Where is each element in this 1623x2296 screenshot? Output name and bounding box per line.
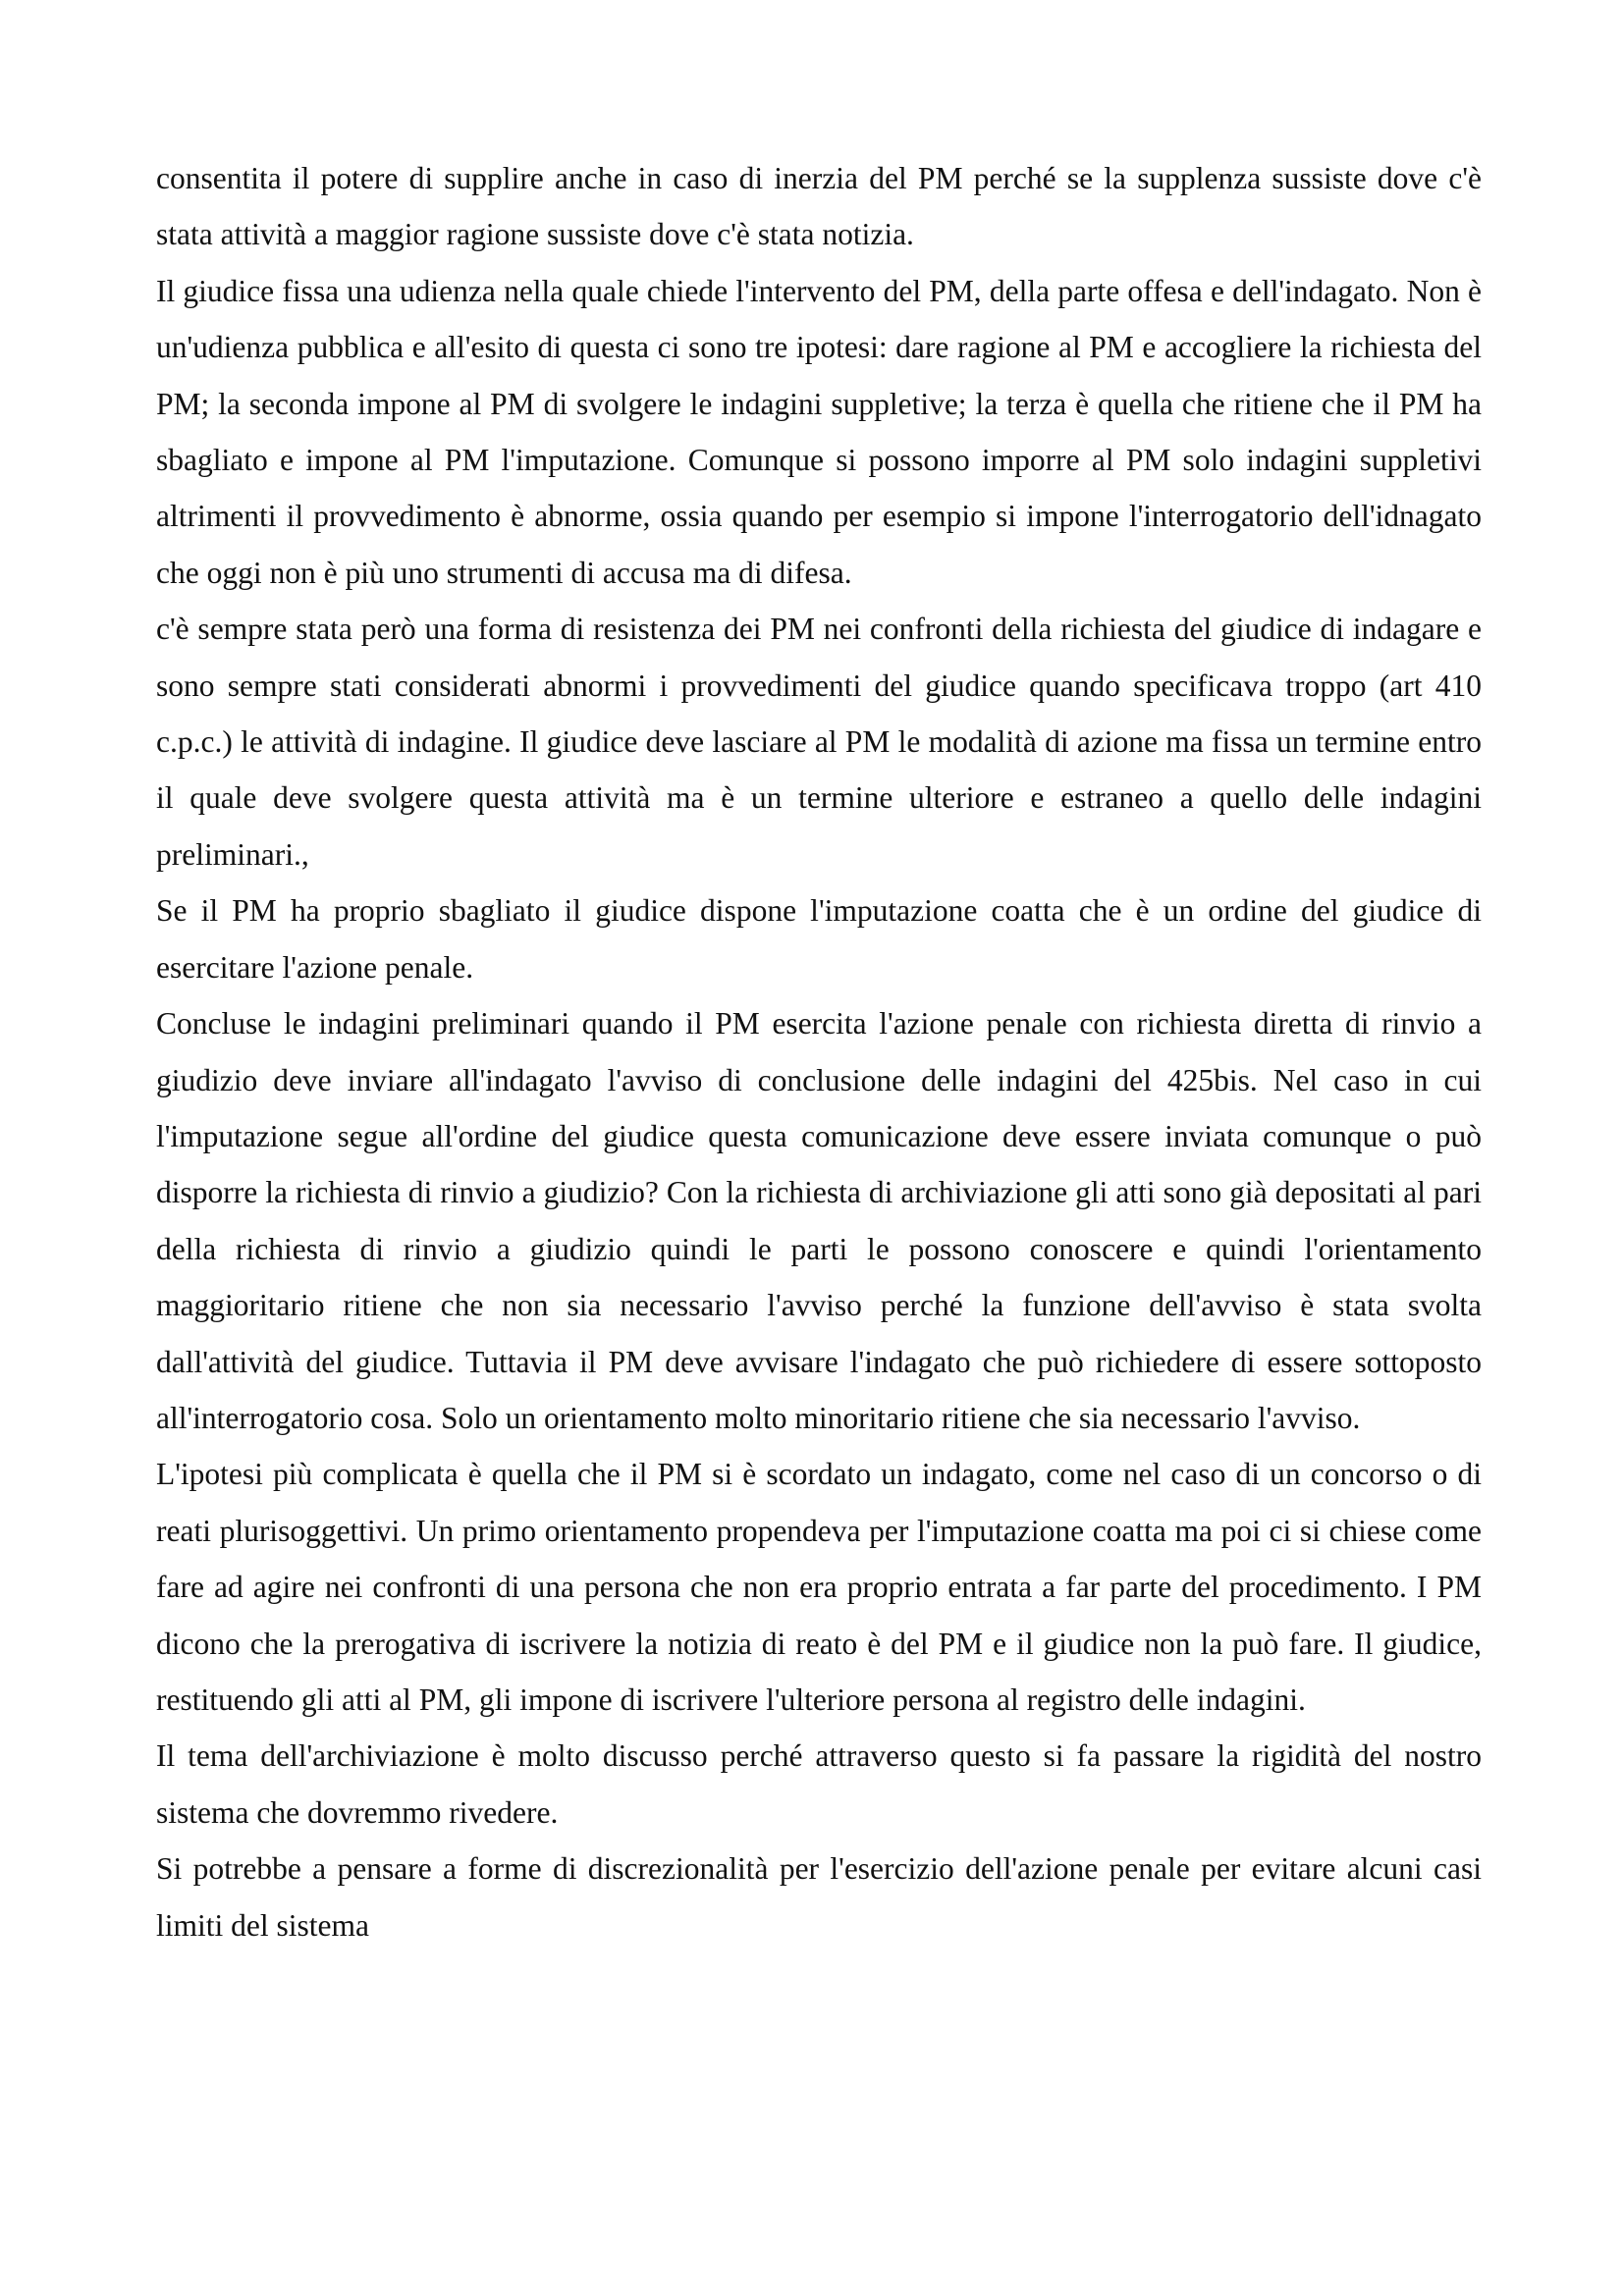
paragraph-7: Il tema dell'archiviazione è molto discusso perché attraverso questo si fa passare la rigidità del nostro sistema che dovremmo rivedere. (156, 1738, 1482, 1830)
paragraph-4: Se il PM ha proprio sbagliato il giudice dispone l'imputazione coatta che è un ordine del giudice di esercitare l'azione penale. (156, 893, 1482, 985)
paragraph-2: Il giudice fissa una udienza nella quale chiede l'intervento del PM, della parte offesa e dell'indagato. Non è un'udienza pubblica e all'esito di questa ci sono tre ipotesi: dare ragione al PM e accogliere la richiesta del PM; la seconda impone al PM di svolgere le indagini suppletive; la terza è quella che ritiene che il PM ha sbagliato e impone al PM l'imputazione. Comunque si possono imporre al PM solo indagini suppletivi altrimenti il provvedimento è abnorme, ossia quando per esempio si impone l'interrogatorio dell'idnagato che oggi non è più uno strumenti di accusa ma di difesa. (156, 273, 1482, 590)
paragraph-6: L'ipotesi più complicata è quella che il PM si è scordato un indagato, come nel caso di un concorso o di reati plurisoggettivi. Un primo orientamento propendeva per l'imputazione coatta ma poi ci si chiese come fare ad agire nei confronti di una persona che non era proprio entrata a far parte del procedimento. I PM dicono che la prerogativa di iscrivere la notizia di reato è del PM e il giudice non la può fare. Il giudice, restituendo gli atti al PM, gli impone di iscrivere l'ulteriore persona al registro delle indagini. (156, 1457, 1482, 1717)
paragraph-1: consentita il potere di supplire anche in caso di inerzia del PM perché se la supplenza sussiste dove c'è stata attività a maggior ragione sussiste dove c'è stata notizia. (156, 161, 1482, 252)
document-body (156, 150, 1482, 1953)
paragraph-5: Concluse le indagini preliminari quando il PM esercita l'azione penale con richiesta diretta di rinvio a giudizio deve inviare all'indagato l'avviso di conclusione delle indagini del 425bis. Nel caso in cui l'imputazione segue all'ordine del giudice questa comunicazione deve essere inviata comunque o può disporre la richiesta di rinvio a giudizio? Con la richiesta di archiviazione gli atti sono già depositati al pari della richiesta di rinvio a giudizio quindi le parti le possono conoscere e quindi l'orientamento maggioritario ritiene che non sia necessario l'avviso perché la funzione dell'avviso è stata svolta dall'attività del giudice. Tuttavia il PM deve avvisare l'indagato che può richiedere di essere sottoposto all'interrogatorio cosa. Solo un orientamento molto minoritario ritiene che sia necessario l'avviso. (156, 1006, 1482, 1435)
paragraph-3: c'è sempre stata però una forma di resistenza dei PM nei confronti della richiesta del giudice di indagare e sono sempre stati considerati abnormi i provvedimenti del giudice quando specificava troppo (art 410 c.p.c.) le attività di indagine. Il giudice deve lasciare al PM le modalità di azione ma fissa un termine entro il quale deve svolgere questa attività ma è un termine ulteriore e estraneo a quello delle indagini preliminari., (156, 612, 1482, 872)
paragraph-8: Si potrebbe a pensare a forme di discrezionalità per l'esercizio dell'azione penale per evitare alcuni casi limiti del sistema (156, 1851, 1482, 1943)
